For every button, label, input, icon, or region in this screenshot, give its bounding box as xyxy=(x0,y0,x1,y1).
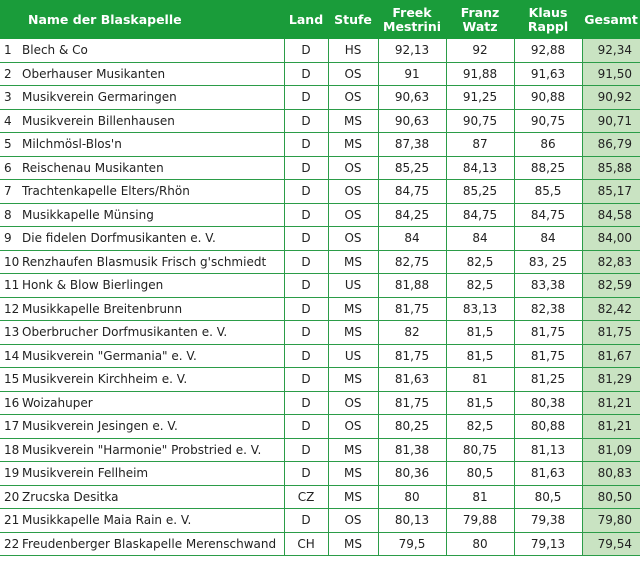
band-name-cell: Musikverein Germaringen xyxy=(22,86,284,110)
table-row xyxy=(0,250,640,274)
judge-3-score-cell: 90,88 xyxy=(514,86,582,110)
header-judge-1 xyxy=(378,0,446,39)
level-cell: OS xyxy=(328,391,378,415)
judge-3-score-cell: 81,13 xyxy=(514,438,582,462)
judge-3-score-cell: 79,13 xyxy=(514,532,582,556)
country-cell: D xyxy=(284,297,328,321)
band-name-cell: Oberbrucher Dorfmusikanten e. V. xyxy=(22,321,284,345)
judge-1-score-cell: 81,75 xyxy=(378,297,446,321)
rank-cell: 11 xyxy=(0,274,22,298)
header-judge-1-first: Freek xyxy=(392,4,432,20)
band-name-cell: Musikverein Fellheim xyxy=(22,462,284,486)
judge-1-score-cell: 81,75 xyxy=(378,344,446,368)
level-cell: US xyxy=(328,344,378,368)
judge-1-score-cell: 80,25 xyxy=(378,415,446,439)
judge-2-score-cell: 80,5 xyxy=(446,462,514,486)
band-name-cell: Oberhauser Musikanten xyxy=(22,62,284,86)
band-name-cell: Musikkapelle Münsing xyxy=(22,203,284,227)
judge-1-score-cell: 92,13 xyxy=(378,39,446,62)
country-cell: CZ xyxy=(284,485,328,509)
rank-cell: 18 xyxy=(0,438,22,462)
header-total: Gesamt xyxy=(582,0,640,39)
total-score-cell: 92,34 xyxy=(582,39,640,62)
judge-2-score-cell: 81,5 xyxy=(446,321,514,345)
rank-cell: 19 xyxy=(0,462,22,486)
table-row xyxy=(0,133,640,157)
judge-1-score-cell: 80,36 xyxy=(378,462,446,486)
rank-cell: 17 xyxy=(0,415,22,439)
judge-3-score-cell: 83, 25 xyxy=(514,250,582,274)
judge-3-score-cell: 81,75 xyxy=(514,321,582,345)
judge-2-score-cell: 81,5 xyxy=(446,391,514,415)
table-row xyxy=(0,297,640,321)
rank-cell: 14 xyxy=(0,344,22,368)
judge-2-score-cell: 83,13 xyxy=(446,297,514,321)
rank-cell: 22 xyxy=(0,532,22,556)
band-name-cell: Trachtenkapelle Elters/Rhön xyxy=(22,180,284,204)
band-name-cell: Musikkapelle Maia Rain e. V. xyxy=(22,509,284,533)
judge-2-score-cell: 81,5 xyxy=(446,344,514,368)
level-cell: HS xyxy=(328,39,378,62)
total-score-cell: 90,92 xyxy=(582,86,640,110)
judge-2-score-cell: 80 xyxy=(446,532,514,556)
level-cell: OS xyxy=(328,180,378,204)
table-row xyxy=(0,109,640,133)
judge-3-score-cell: 80,88 xyxy=(514,415,582,439)
table-row xyxy=(0,415,640,439)
judge-2-score-cell: 79,88 xyxy=(446,509,514,533)
level-cell: MS xyxy=(328,297,378,321)
header-name: Name der Blaskapelle xyxy=(0,0,284,39)
judge-2-score-cell: 84,75 xyxy=(446,203,514,227)
level-cell: OS xyxy=(328,62,378,86)
country-cell: D xyxy=(284,203,328,227)
level-cell: OS xyxy=(328,227,378,251)
rank-cell: 3 xyxy=(0,86,22,110)
level-cell: MS xyxy=(328,250,378,274)
level-cell: US xyxy=(328,274,378,298)
table-row xyxy=(0,368,640,392)
table-row xyxy=(0,532,640,556)
judge-2-score-cell: 81 xyxy=(446,485,514,509)
header-judge-3-first: Klaus xyxy=(528,4,568,20)
header-land: Land xyxy=(284,0,328,39)
judge-2-score-cell: 90,75 xyxy=(446,109,514,133)
level-cell: MS xyxy=(328,462,378,486)
country-cell: D xyxy=(284,344,328,368)
judge-1-score-cell: 80 xyxy=(378,485,446,509)
level-cell: MS xyxy=(328,485,378,509)
judge-3-score-cell: 92,88 xyxy=(514,39,582,62)
judge-1-score-cell: 84,25 xyxy=(378,203,446,227)
rank-cell: 16 xyxy=(0,391,22,415)
rank-cell: 1 xyxy=(0,39,22,62)
judge-2-score-cell: 87 xyxy=(446,133,514,157)
country-cell: D xyxy=(284,438,328,462)
table-header xyxy=(0,0,640,39)
country-cell: D xyxy=(284,415,328,439)
judge-1-score-cell: 81,38 xyxy=(378,438,446,462)
judge-3-score-cell: 84,75 xyxy=(514,203,582,227)
level-cell: MS xyxy=(328,368,378,392)
total-score-cell: 79,54 xyxy=(582,532,640,556)
band-name-cell: Woizahuper xyxy=(22,391,284,415)
table-row xyxy=(0,62,640,86)
header-judge-1-last: Mestrini xyxy=(383,18,441,34)
level-cell: OS xyxy=(328,203,378,227)
judge-1-score-cell: 91 xyxy=(378,62,446,86)
country-cell: D xyxy=(284,368,328,392)
country-cell: D xyxy=(284,62,328,86)
judge-1-score-cell: 84,75 xyxy=(378,180,446,204)
table-row xyxy=(0,344,640,368)
country-cell: D xyxy=(284,250,328,274)
band-name-cell: Milchmösl-Blos'n xyxy=(22,133,284,157)
country-cell: D xyxy=(284,391,328,415)
total-score-cell: 86,79 xyxy=(582,133,640,157)
judge-1-score-cell: 81,88 xyxy=(378,274,446,298)
country-cell: D xyxy=(284,321,328,345)
total-score-cell: 80,83 xyxy=(582,462,640,486)
header-stufe: Stufe xyxy=(328,0,378,39)
judge-1-score-cell: 85,25 xyxy=(378,156,446,180)
total-score-cell: 82,42 xyxy=(582,297,640,321)
band-name-cell: Renzhaufen Blasmusik Frisch g'schmiedt xyxy=(22,250,284,274)
level-cell: OS xyxy=(328,86,378,110)
judge-2-score-cell: 85,25 xyxy=(446,180,514,204)
country-cell: D xyxy=(284,39,328,62)
rank-cell: 8 xyxy=(0,203,22,227)
total-score-cell: 81,75 xyxy=(582,321,640,345)
band-name-cell: Musikkapelle Breitenbrunn xyxy=(22,297,284,321)
judge-3-score-cell: 84 xyxy=(514,227,582,251)
judge-2-score-cell: 91,25 xyxy=(446,86,514,110)
level-cell: MS xyxy=(328,133,378,157)
country-cell: D xyxy=(284,86,328,110)
table-row xyxy=(0,438,640,462)
rank-cell: 21 xyxy=(0,509,22,533)
judge-3-score-cell: 91,63 xyxy=(514,62,582,86)
rank-cell: 2 xyxy=(0,62,22,86)
judge-2-score-cell: 82,5 xyxy=(446,274,514,298)
total-score-cell: 91,50 xyxy=(582,62,640,86)
band-name-cell: Musikverein "Germania" e. V. xyxy=(22,344,284,368)
table-row xyxy=(0,203,640,227)
country-cell: D xyxy=(284,462,328,486)
judge-3-score-cell: 80,38 xyxy=(514,391,582,415)
total-score-cell: 84,58 xyxy=(582,203,640,227)
total-score-cell: 81,29 xyxy=(582,368,640,392)
judge-2-score-cell: 84,13 xyxy=(446,156,514,180)
rank-cell: 12 xyxy=(0,297,22,321)
band-name-cell: Reischenau Musikanten xyxy=(22,156,284,180)
table-row xyxy=(0,509,640,533)
rank-cell: 13 xyxy=(0,321,22,345)
level-cell: MS xyxy=(328,109,378,133)
judge-3-score-cell: 82,38 xyxy=(514,297,582,321)
country-cell: D xyxy=(284,180,328,204)
judge-2-score-cell: 81 xyxy=(446,368,514,392)
band-name-cell: Blech & Co xyxy=(22,39,284,62)
level-cell: OS xyxy=(328,509,378,533)
judge-1-score-cell: 90,63 xyxy=(378,109,446,133)
band-name-cell: Musikverein Jesingen e. V. xyxy=(22,415,284,439)
judge-2-score-cell: 92 xyxy=(446,39,514,62)
rank-cell: 5 xyxy=(0,133,22,157)
table-row xyxy=(0,485,640,509)
band-name-cell: Honk & Blow Bierlingen xyxy=(22,274,284,298)
country-cell: D xyxy=(284,227,328,251)
judge-2-score-cell: 82,5 xyxy=(446,415,514,439)
judge-1-score-cell: 90,63 xyxy=(378,86,446,110)
judge-1-score-cell: 84 xyxy=(378,227,446,251)
rank-cell: 6 xyxy=(0,156,22,180)
table-row xyxy=(0,227,640,251)
level-cell: OS xyxy=(328,156,378,180)
country-cell: CH xyxy=(284,532,328,556)
header-judge-2-last: Watz xyxy=(462,18,498,34)
judge-3-score-cell: 81,75 xyxy=(514,344,582,368)
judge-3-score-cell: 85,5 xyxy=(514,180,582,204)
band-name-cell: Musikverein "Harmonie" Probstried e. V. xyxy=(22,438,284,462)
judge-3-score-cell: 86 xyxy=(514,133,582,157)
band-name-cell: Musikverein Billenhausen xyxy=(22,109,284,133)
level-cell: MS xyxy=(328,532,378,556)
judge-1-score-cell: 80,13 xyxy=(378,509,446,533)
rank-cell: 20 xyxy=(0,485,22,509)
rank-cell: 10 xyxy=(0,250,22,274)
judge-1-score-cell: 81,63 xyxy=(378,368,446,392)
total-score-cell: 81,67 xyxy=(582,344,640,368)
total-score-cell: 90,71 xyxy=(582,109,640,133)
judge-3-score-cell: 83,38 xyxy=(514,274,582,298)
level-cell: MS xyxy=(328,321,378,345)
judge-1-score-cell: 82 xyxy=(378,321,446,345)
table-row xyxy=(0,39,640,62)
header-judge-3 xyxy=(514,0,582,39)
total-score-cell: 85,17 xyxy=(582,180,640,204)
header-judge-3-last: Rappl xyxy=(527,18,569,34)
total-score-cell: 81,21 xyxy=(582,391,640,415)
level-cell: MS xyxy=(328,438,378,462)
judge-3-score-cell: 81,63 xyxy=(514,462,582,486)
total-score-cell: 82,83 xyxy=(582,250,640,274)
total-score-cell: 84,00 xyxy=(582,227,640,251)
judge-1-score-cell: 81,75 xyxy=(378,391,446,415)
judge-1-score-cell: 82,75 xyxy=(378,250,446,274)
level-cell: OS xyxy=(328,415,378,439)
total-score-cell: 81,21 xyxy=(582,415,640,439)
judge-1-score-cell: 87,38 xyxy=(378,133,446,157)
total-score-cell: 85,88 xyxy=(582,156,640,180)
table-row xyxy=(0,86,640,110)
rank-cell: 4 xyxy=(0,109,22,133)
judge-2-score-cell: 82,5 xyxy=(446,250,514,274)
country-cell: D xyxy=(284,109,328,133)
judge-3-score-cell: 79,38 xyxy=(514,509,582,533)
country-cell: D xyxy=(284,509,328,533)
judge-2-score-cell: 91,88 xyxy=(446,62,514,86)
table-body xyxy=(0,39,640,556)
table-row xyxy=(0,274,640,298)
judge-3-score-cell: 80,5 xyxy=(514,485,582,509)
table-row xyxy=(0,180,640,204)
table-row xyxy=(0,391,640,415)
header-judge-2 xyxy=(446,0,514,39)
country-cell: D xyxy=(284,133,328,157)
rank-cell: 9 xyxy=(0,227,22,251)
total-score-cell: 80,50 xyxy=(582,485,640,509)
total-score-cell: 81,09 xyxy=(582,438,640,462)
total-score-cell: 82,59 xyxy=(582,274,640,298)
header-judge-2-first: Franz xyxy=(460,4,500,20)
table-row xyxy=(0,321,640,345)
table-row xyxy=(0,156,640,180)
band-name-cell: Freudenberger Blaskapelle Merenschwand xyxy=(22,532,284,556)
judge-3-score-cell: 88,25 xyxy=(514,156,582,180)
judge-3-score-cell: 81,25 xyxy=(514,368,582,392)
table-row xyxy=(0,462,640,486)
band-name-cell: Zrucska Desitka xyxy=(22,485,284,509)
judge-2-score-cell: 80,75 xyxy=(446,438,514,462)
judge-1-score-cell: 79,5 xyxy=(378,532,446,556)
rank-cell: 15 xyxy=(0,368,22,392)
band-name-cell: Die fidelen Dorfmusikanten e. V. xyxy=(22,227,284,251)
country-cell: D xyxy=(284,274,328,298)
judge-2-score-cell: 84 xyxy=(446,227,514,251)
rank-cell: 7 xyxy=(0,180,22,204)
country-cell: D xyxy=(284,156,328,180)
total-score-cell: 79,80 xyxy=(582,509,640,533)
judge-3-score-cell: 90,75 xyxy=(514,109,582,133)
band-name-cell: Musikverein Kirchheim e. V. xyxy=(22,368,284,392)
